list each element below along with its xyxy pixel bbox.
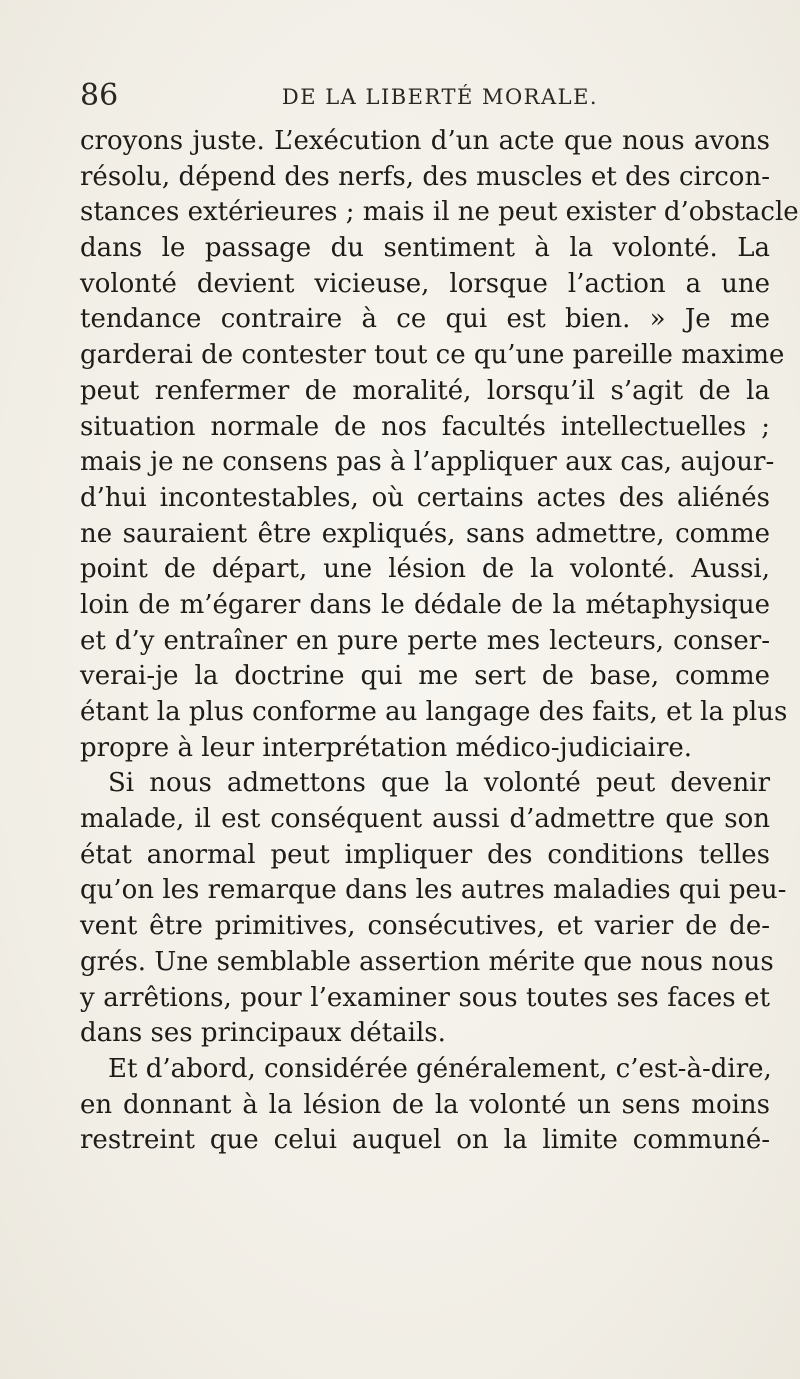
text-line: grés. Une semblable assertion mérite que nous nous <box>80 946 774 977</box>
text-line: tendance contraire à ce qui est bien. » Je me <box>80 304 770 335</box>
text-line: en donnant à la lésion de la volonté un sens moins <box>80 1089 770 1120</box>
text-line: croyons juste. L’exécution d’un acte que nous avons <box>80 126 770 156</box>
text-line: état anormal peut impliquer des conditions telles <box>80 839 770 870</box>
text-line: stances extérieures ; mais il ne peut exister d’obstacle <box>80 197 799 228</box>
text-line: peut renfermer de moralité, lorsqu’il s’agit de la <box>80 375 770 406</box>
text-line: qu’on les remarque dans les autres maladies qui peu- <box>80 875 787 906</box>
text-line: restreint que celui auquel on la limite communé- <box>80 1125 770 1156</box>
body-text <box>80 124 799 1159</box>
text-line: situation normale de nos facultés intellectuelles ; <box>80 411 770 442</box>
page-number: 86 <box>80 78 119 113</box>
text-line: y arrêtions, pour l’examiner sous toutes ses faces et <box>80 982 770 1013</box>
page-header <box>80 78 760 114</box>
text-line: vent être primitives, consécutives, et varier de de- <box>80 911 770 942</box>
text-line: Et d’abord, considérée généralement, c’est-à-dire, <box>108 1053 772 1084</box>
text-line: loin de m’égarer dans le dédale de la métaphysique <box>80 589 770 620</box>
text-line: garderai de contester tout ce qu’une pareille maxime <box>80 340 785 371</box>
text-line: étant la plus conforme au langage des faits, et la plus <box>80 697 788 727</box>
text-line: verai-je la doctrine qui me sert de base, comme <box>80 661 770 692</box>
text-line: point de départ, une lésion de la volonté. Aussi, <box>80 554 770 585</box>
text-line: ne sauraient être expliqués, sans admettre, comme <box>80 518 770 549</box>
text-line: dans ses principaux détails. <box>80 1018 446 1049</box>
text-line: dans le passage du sentiment à la volonté. La <box>80 233 770 264</box>
text-line: volonté devient vicieuse, lorsque l’action a une <box>80 268 770 299</box>
text-line: propre à leur interprétation médico-judiciaire. <box>80 732 693 763</box>
text-line: mais je ne consens pas à l’appliquer aux cas, aujour- <box>80 447 775 478</box>
text-line: résolu, dépend des nerfs, des muscles et des circon- <box>80 161 770 192</box>
text-line: Si nous admettons que la volonté peut devenir <box>108 768 770 799</box>
running-title: DE LA LIBERTÉ MORALE. <box>281 85 599 109</box>
text-line: d’hui incontestables, où certains actes des aliénés <box>80 482 770 513</box>
text-line: et d’y entraîner en pure perte mes lecteurs, conser- <box>80 625 770 656</box>
text-line: malade, il est conséquent aussi d’admettre que son <box>80 804 770 835</box>
